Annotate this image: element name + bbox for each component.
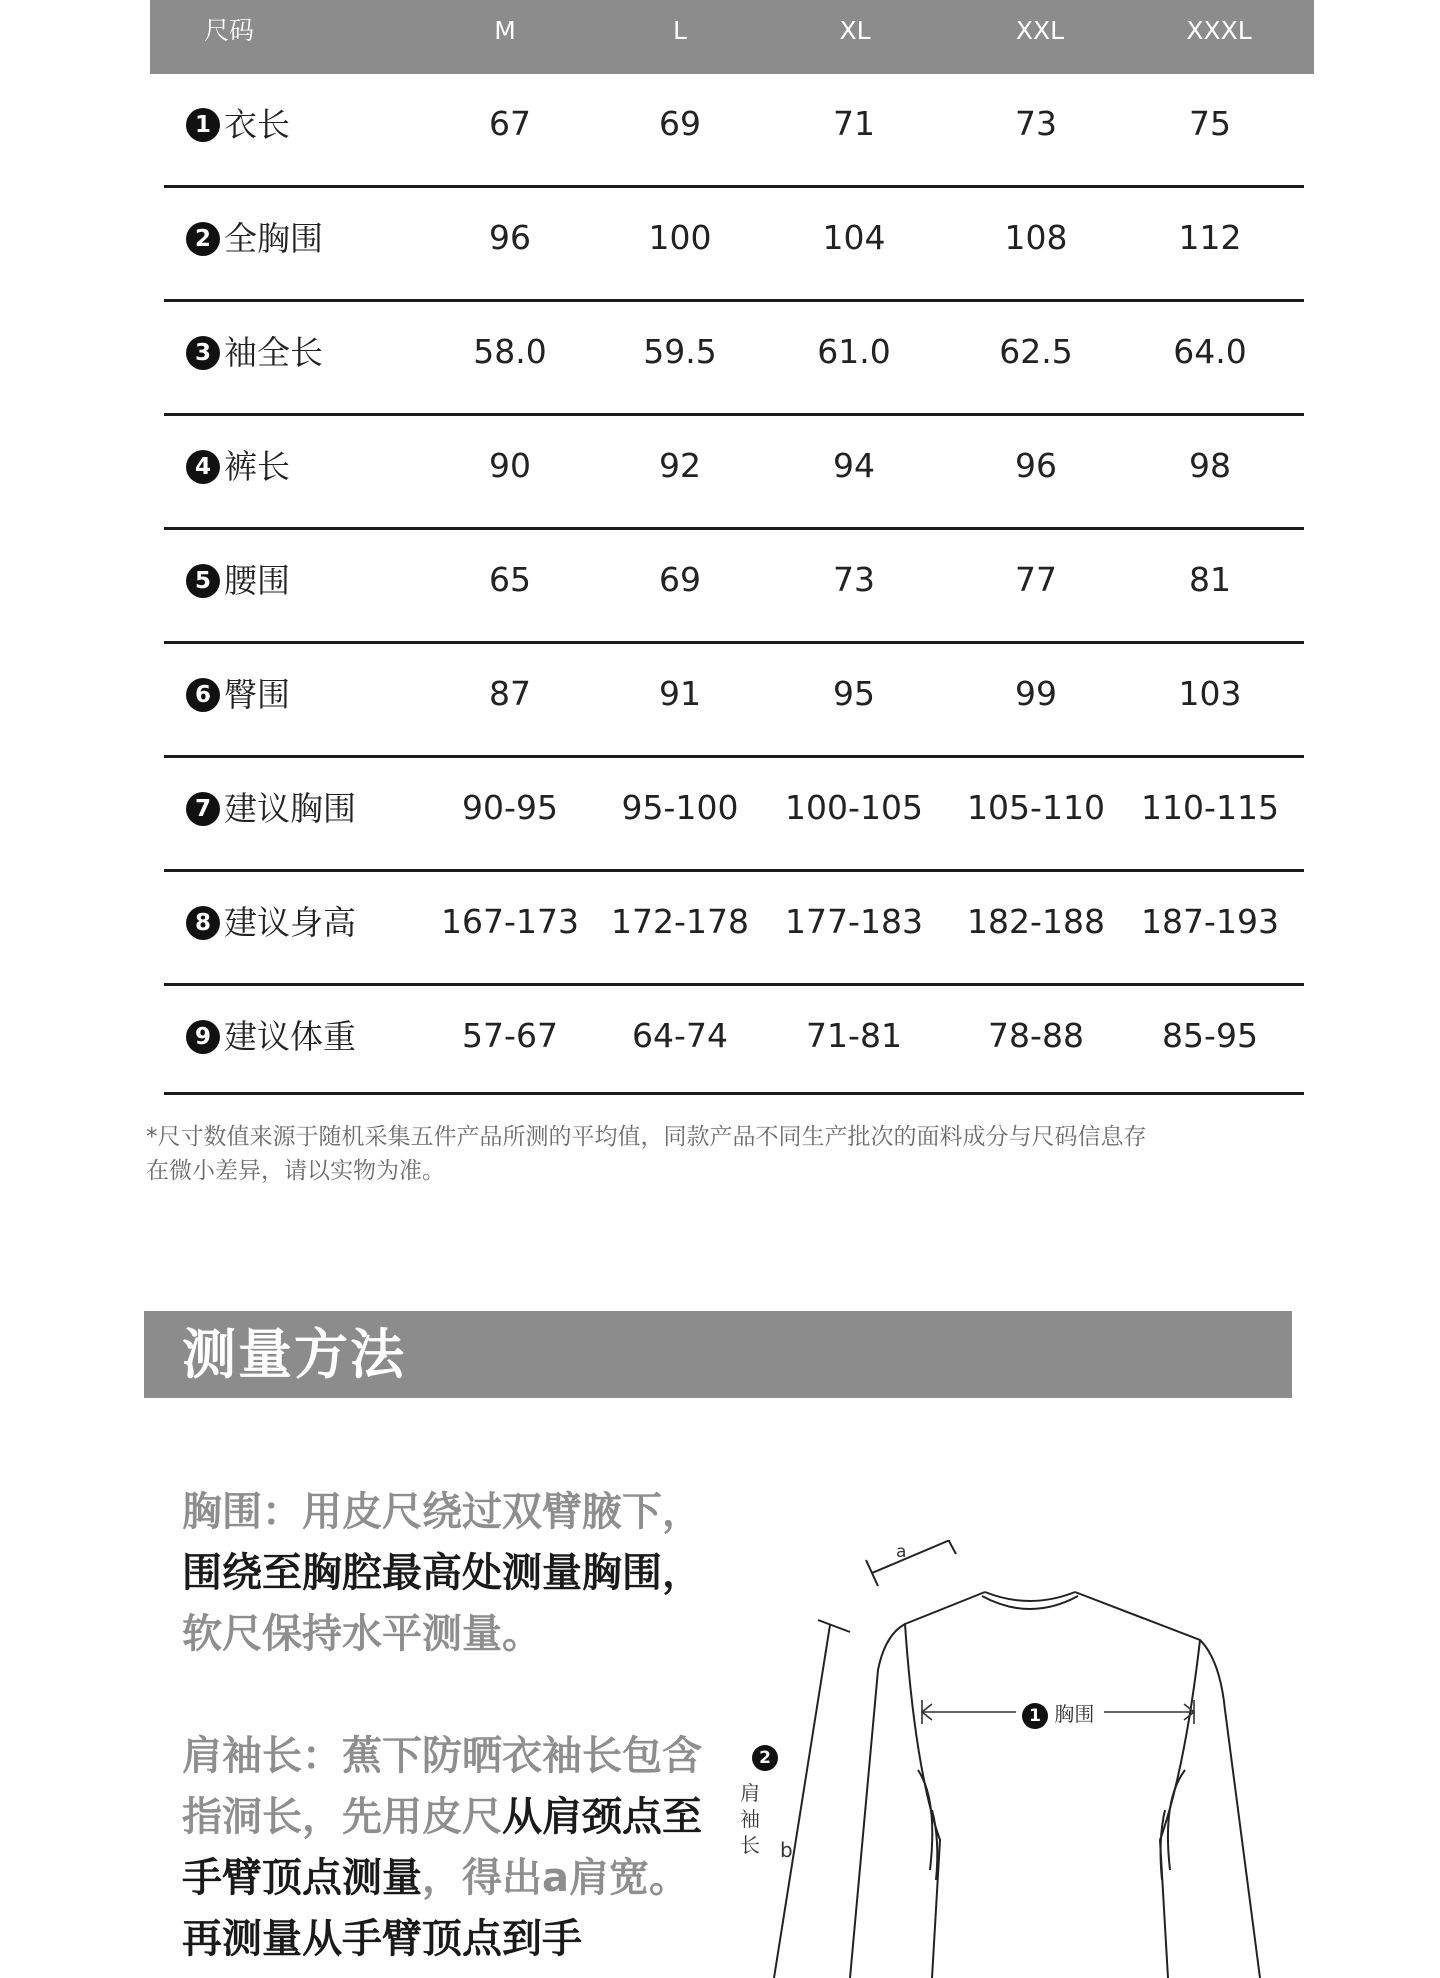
table-cell: 59.5 [643,332,717,371]
header-size-m: M [494,16,516,45]
table-row [164,986,1304,1095]
table-cell: 64.0 [1173,332,1247,371]
size-table [0,74,1440,1095]
table-cell: 77 [1015,560,1057,599]
sleeve-length-label [739,1780,761,1858]
chest-method-part1: 胸围：用皮尺绕过双臂腋下， [182,1489,702,1535]
row-label-text: 腰围 [224,560,290,600]
table-cell: 81 [1189,560,1231,599]
table-cell: 90-95 [462,788,558,827]
table-cell: 62.5 [999,332,1073,371]
sleeve-number-badge: 2 [752,1745,778,1771]
table-cell: 103 [1178,674,1242,713]
table-cell: 100-105 [785,788,923,827]
header-size-xl: XL [839,16,871,45]
row-label [186,416,290,527]
chest-dimension-label [1022,1698,1094,1729]
chest-method-text [182,1482,702,1665]
table-cell: 57-67 [462,1016,558,1055]
sleeve-label-char-1: 肩 [740,1781,760,1805]
jacket-outline-icon [700,1540,1300,1978]
dimension-a-label: a [896,1542,907,1562]
row-label [186,188,323,299]
table-cell: 65 [489,560,531,599]
table-cell: 78-88 [988,1016,1084,1055]
table-cell: 69 [659,104,701,143]
header-size-l: L [673,16,687,45]
table-cell: 177-183 [785,902,923,941]
table-row [164,872,1304,986]
dimension-b-label: b [780,1838,793,1862]
table-cell: 75 [1189,104,1231,143]
table-row [164,74,1304,188]
table-row [164,644,1304,758]
table-cell: 99 [1015,674,1057,713]
table-cell: 167-173 [441,902,579,941]
table-cell: 90 [489,446,531,485]
row-number-badge: 9 [186,1020,220,1054]
table-cell: 91 [659,674,701,713]
row-number-badge: 7 [186,792,220,826]
table-cell: 112 [1178,218,1242,257]
table-cell: 172-178 [611,902,749,941]
table-cell: 96 [489,218,531,257]
table-cell: 67 [489,104,531,143]
sleeve-method-part2: 从肩颈点至手臂顶点测量 [182,1794,702,1901]
table-cell: 94 [833,446,875,485]
row-label-text: 臀围 [224,674,290,714]
chest-number-badge: 1 [1022,1703,1048,1729]
table-cell: 71-81 [806,1016,902,1055]
row-label [186,758,356,869]
header-size-xxl: XXL [1015,16,1065,45]
row-number-badge: 4 [186,450,220,484]
header-size-label: 尺码 [204,16,255,45]
table-cell: 61.0 [817,332,891,371]
section-title: 测量方法 [182,1323,406,1386]
table-cell: 64-74 [632,1016,728,1055]
size-footnote [146,1120,1266,1188]
row-number-badge: 8 [186,906,220,940]
row-number-badge: 6 [186,678,220,712]
table-cell: 98 [1189,446,1231,485]
table-row [164,416,1304,530]
sleeve-method-part4: 再测量从手臂顶点到手 [182,1916,582,1962]
garment-diagram [700,1540,1300,1978]
table-cell: 96 [1015,446,1057,485]
table-row [164,530,1304,644]
table-cell: 58.0 [473,332,547,371]
row-label-text: 建议胸围 [224,788,356,828]
table-cell: 105-110 [967,788,1105,827]
row-label [186,530,290,641]
table-cell: 108 [1004,218,1068,257]
row-number-badge: 3 [186,336,220,370]
size-table-header [150,0,1314,74]
row-number-badge: 2 [186,222,220,256]
footnote-line-1: *尺寸数值来源于随机采集五件产品所测的平均值，同款产品不同生产批次的面料成分与尺码信息存 [146,1124,1147,1150]
table-row [164,302,1304,416]
row-label-text: 裤长 [224,446,290,486]
row-label-text: 全胸围 [224,218,323,258]
row-label-text: 衣长 [224,104,290,144]
table-cell: 73 [1015,104,1057,143]
table-cell: 110-115 [1141,788,1279,827]
footnote-line-2: 在微小差异，请以实物为准。 [146,1158,445,1184]
row-label [186,644,290,755]
row-label-text: 建议身高 [224,902,356,942]
table-cell: 182-188 [967,902,1105,941]
row-label [186,872,356,983]
row-number-badge: 5 [186,564,220,598]
table-cell: 92 [659,446,701,485]
sleeve-label-char-2: 袖 [740,1807,760,1831]
row-label-text: 袖全长 [224,332,323,372]
header-size-xxxl: XXXL [1186,16,1252,45]
chest-method-part3: 软尺保持水平测量。 [182,1611,542,1657]
sleeve-label-char-3: 长 [740,1833,760,1857]
table-row [164,758,1304,872]
row-number-badge: 1 [186,108,220,142]
table-cell: 95 [833,674,875,713]
row-label [186,986,356,1097]
chest-method-part2: 围绕至胸腔最高处测量胸围， [182,1550,702,1596]
chest-label: 胸围 [1054,1702,1095,1726]
table-cell: 100 [648,218,712,257]
table-cell: 187-193 [1141,902,1279,941]
sleeve-method-part3: ，得出a肩宽。 [422,1855,689,1901]
sleeve-method-part1: 肩袖长：蕉下防晒衣袖长包含指洞长，先用皮尺 [182,1733,702,1840]
table-cell: 87 [489,674,531,713]
sleeve-dimension-badge-wrap [752,1744,778,1771]
table-cell: 73 [833,560,875,599]
table-cell: 85-95 [1162,1016,1258,1055]
table-cell: 95-100 [621,788,739,827]
measurement-section-banner [144,1311,1292,1398]
table-cell: 71 [833,104,875,143]
row-label [186,74,290,185]
table-cell: 69 [659,560,701,599]
table-row [164,188,1304,302]
row-label [186,302,323,413]
row-label-text: 建议体重 [224,1016,356,1056]
table-cell: 104 [822,218,886,257]
sleeve-method-text [182,1726,702,1970]
